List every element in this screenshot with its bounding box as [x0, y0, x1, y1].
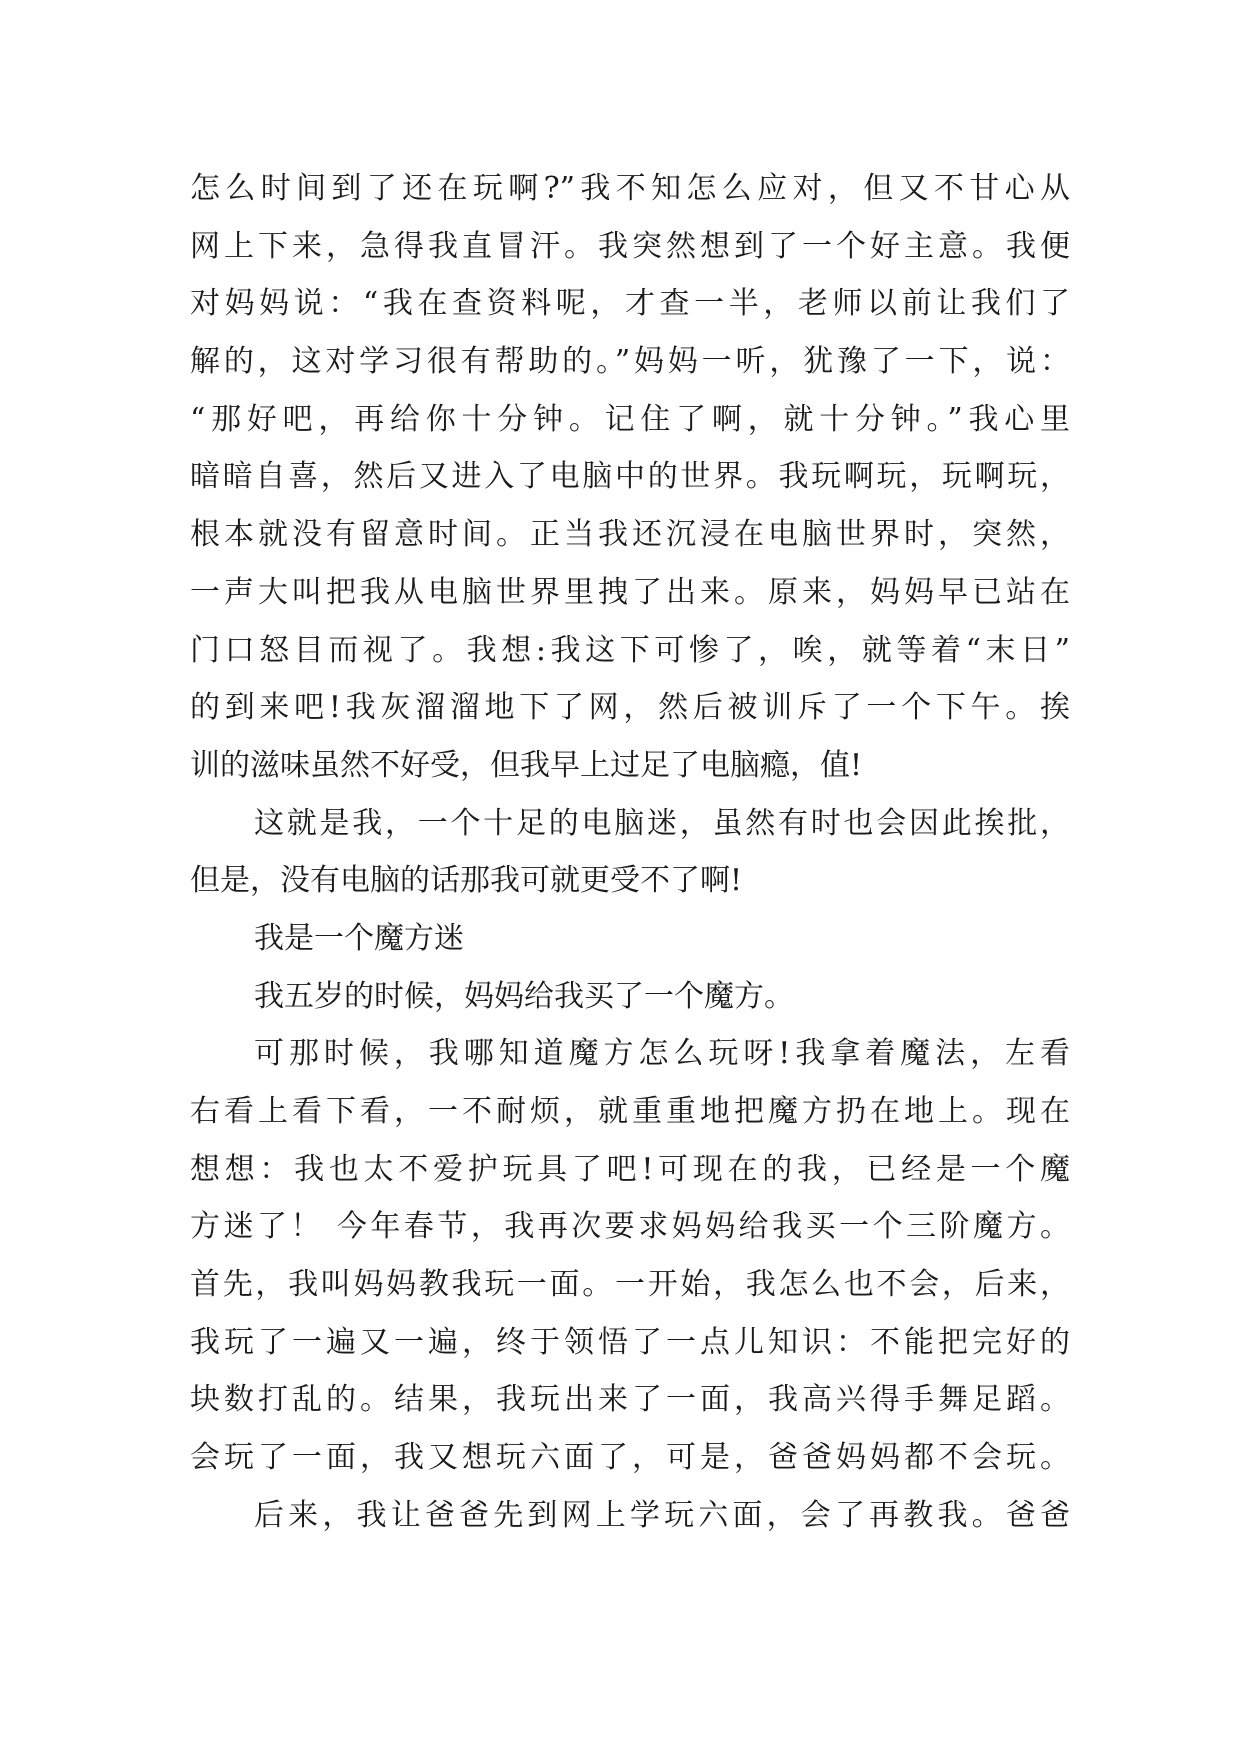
text-line: 一声大叫把我从电脑世界里拽了出来。原来，妈妈早已站在 [190, 574, 1070, 610]
text-line: 我玩了一遍又一遍，终于领悟了一点儿知识：不能把完好的 [190, 1324, 1070, 1360]
text-line: 门口怒目而视了。我想:我这下可惨了，唉，就等着“末日” [190, 632, 1070, 668]
text-line: 想想：我也太不爱护玩具了吧!可现在的我，已经是一个魔 [190, 1151, 1070, 1187]
paragraph-first-line: 我五岁的时候，妈妈给我买了一个魔方。 [254, 978, 794, 1014]
text-line: 网上下来，急得我直冒汗。我突然想到了一个好主意。我便 [190, 228, 1070, 264]
paragraph-first-line: 后来，我让爸爸先到网上学玩六面，会了再教我。爸爸 [254, 1497, 1070, 1533]
paragraph-first-line: 这就是我，一个十足的电脑迷，虽然有时也会因此挨批， [254, 805, 1070, 841]
text-line: 会玩了一面，我又想玩六面了，可是，爸爸妈妈都不会玩。 [190, 1440, 1070, 1476]
text-line: 方迷了！ 今年春节，我再次要求妈妈给我买一个三阶魔方。 [190, 1209, 1070, 1245]
text-line: 但是，没有电脑的话那我可就更受不了啊! [190, 863, 743, 899]
text-line: “那好吧，再给你十分钟。记住了啊，就十分钟。”我心里 [190, 401, 1070, 437]
section-title: 我是一个魔方迷 [254, 920, 464, 956]
text-line: 对妈妈说：“我在查资料呢，才查一半，老师以前让我们了 [190, 286, 1070, 322]
text-line: 右看上看下看，一不耐烦，就重重地把魔方扔在地上。现在 [190, 1094, 1070, 1129]
text-line: 训的滋味虽然不好受，但我早上过足了电脑瘾，值! [190, 747, 863, 783]
paragraph-first-line: 可那时候，我哪知道魔方怎么玩呀!我拿着魔法，左看 [254, 1036, 1070, 1072]
document-body [190, 160, 1070, 1545]
text-line: 暗暗自喜，然后又进入了电脑中的世界。我玩啊玩，玩啊玩， [190, 459, 1070, 495]
text-line: 解的，这对学习很有帮助的。”妈妈一听，犹豫了一下，说： [190, 344, 1070, 380]
text-line: 怎么时间到了还在玩啊?”我不知怎么应对，但又不甘心从 [190, 171, 1070, 206]
text-line: 块数打乱的。结果，我玩出来了一面，我高兴得手舞足蹈。 [190, 1382, 1070, 1418]
text-line: 的到来吧!我灰溜溜地下了网，然后被训斥了一个下午。挨 [190, 690, 1070, 726]
text-line: 根本就没有留意时间。正当我还沉浸在电脑世界时，突然， [190, 517, 1070, 553]
text-line: 首先，我叫妈妈教我玩一面。一开始，我怎么也不会，后来， [190, 1267, 1070, 1303]
